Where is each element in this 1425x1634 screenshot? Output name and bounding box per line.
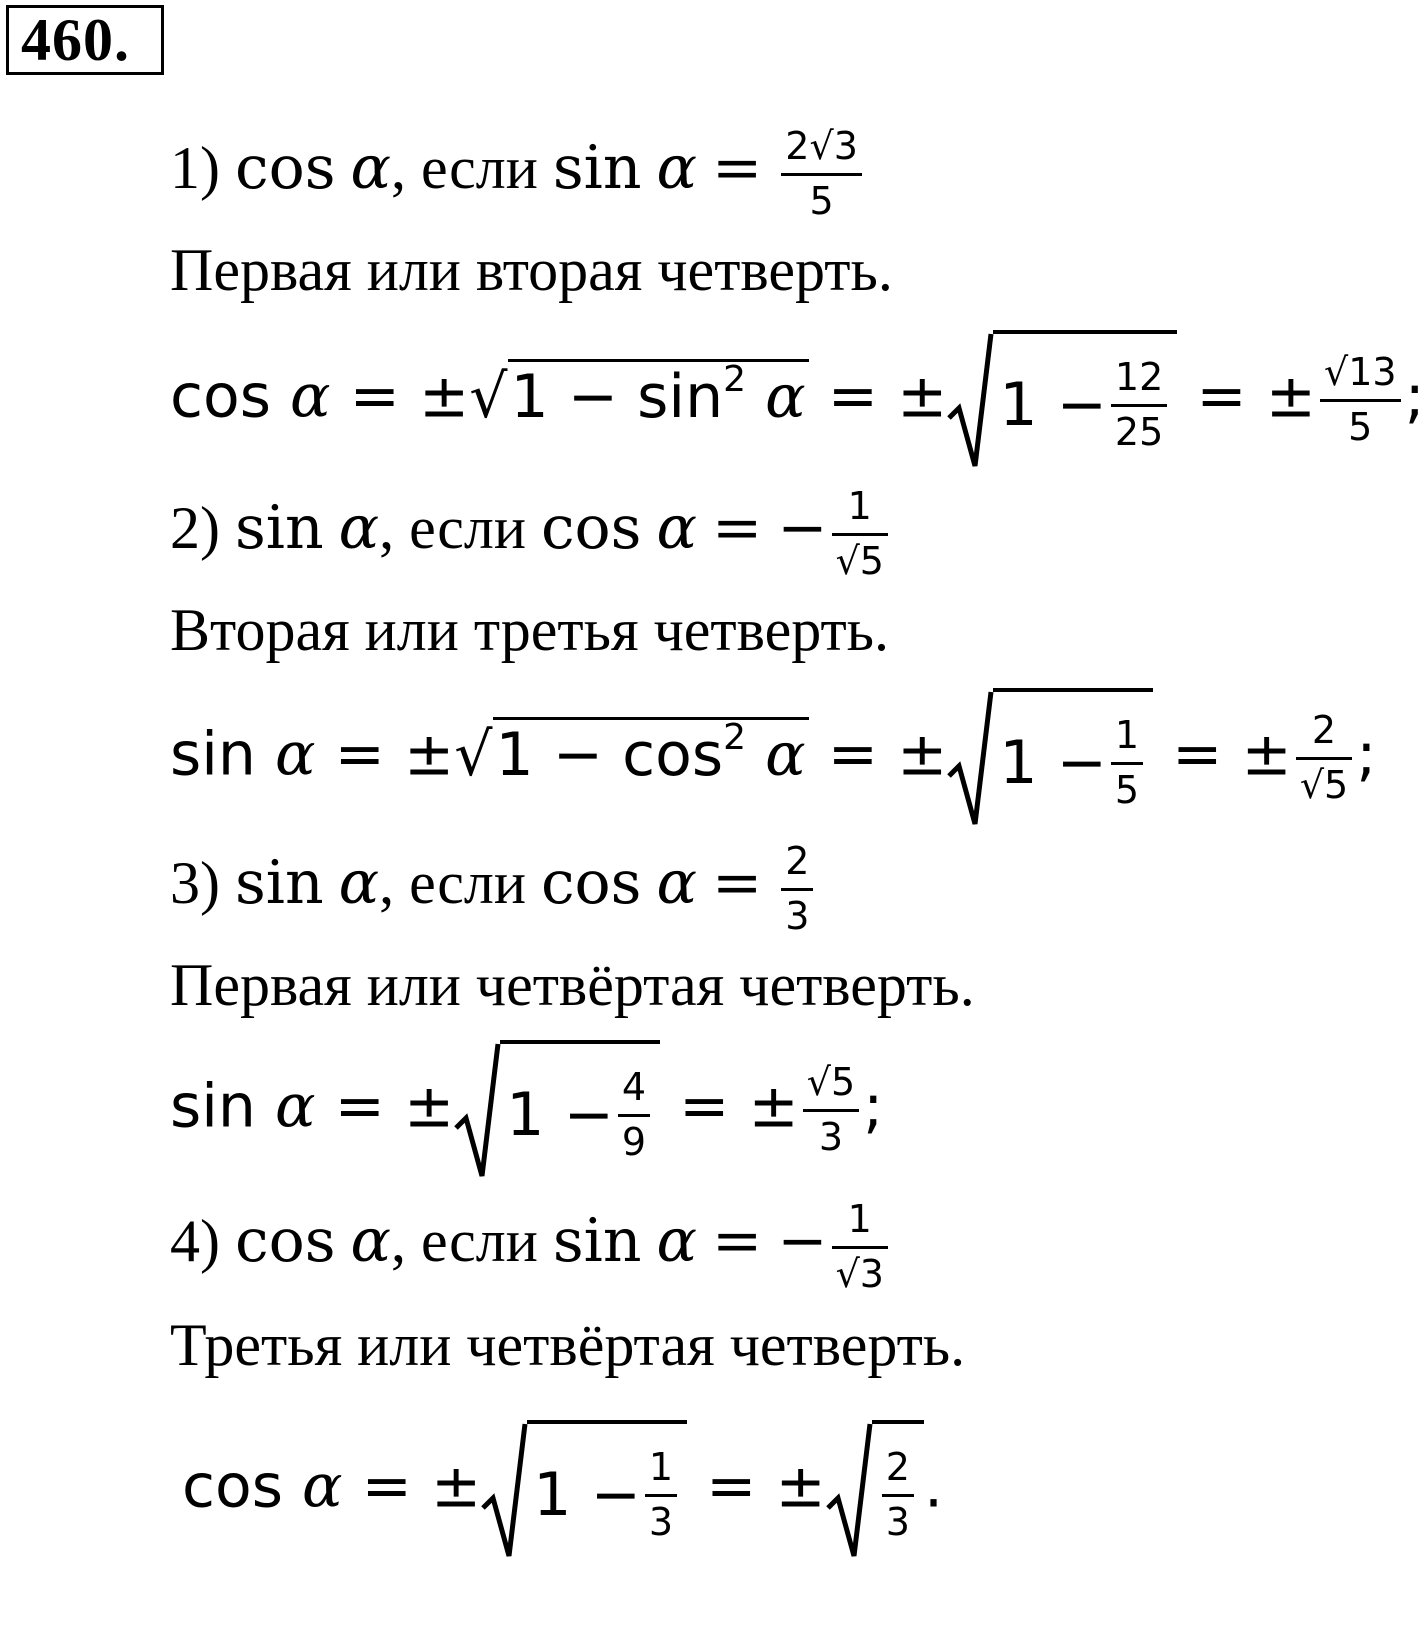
condition-2: 2) sin α, если cos α = − $\frac{1}{√5}$ (170, 485, 892, 583)
problem-number: 460. (6, 5, 164, 75)
condition-3: 3) sin α, если cos α = $\frac{2}{3}$ (170, 840, 817, 938)
solution-1: $\cos \alpha = \pm√1 - \sin^2 \alpha$ = ± 1 − $\frac{12}{25}$ = ± $\frac{√13}{5}$ ; (170, 330, 1425, 470)
given-fraction: $\frac{2√3}{5}$ (781, 125, 862, 223)
condition-4: 4) cos α, если sin α = − $\frac{1}{√3}$ (170, 1198, 892, 1296)
quarter-4: Третья или четвёртая четверть. (170, 1312, 966, 1378)
part-label: 1) (170, 134, 220, 201)
result-fraction: $\frac{√13}{5}$ (1320, 351, 1401, 449)
condition-1: 1) cos α, если sin α = $\frac{2√3}{5}$ (170, 125, 866, 223)
solution-2: $\sin \alpha = \pm√1 - \cos^2 \alpha$ = ± 1 − $\frac{1}{5}$ = ± $\frac{2}{√5}$ ; (170, 688, 1376, 828)
sqrt-substituted: 1 − $\frac{12}{25}$ (947, 330, 1177, 470)
quarter-2: Вторая или третья четверть. (170, 597, 890, 663)
quarter-3: Первая или четвёртая четверть. (170, 952, 975, 1018)
sqrt-identity: $√1 - \sin^2 \alpha$ (469, 362, 808, 427)
solution-3: sin α = ± 1 − $\frac{4}{9}$ = ± $\frac{√5}{3}$ ; (170, 1040, 883, 1180)
solution-4: cos α = ± 1 − $\frac{1}{3}$ = ± $\frac{2}{3}$ . (182, 1420, 943, 1560)
given-fraction: $\frac{1}{√5}$ (832, 485, 888, 583)
quarter-1: Первая или вторая четверть. (170, 237, 893, 303)
